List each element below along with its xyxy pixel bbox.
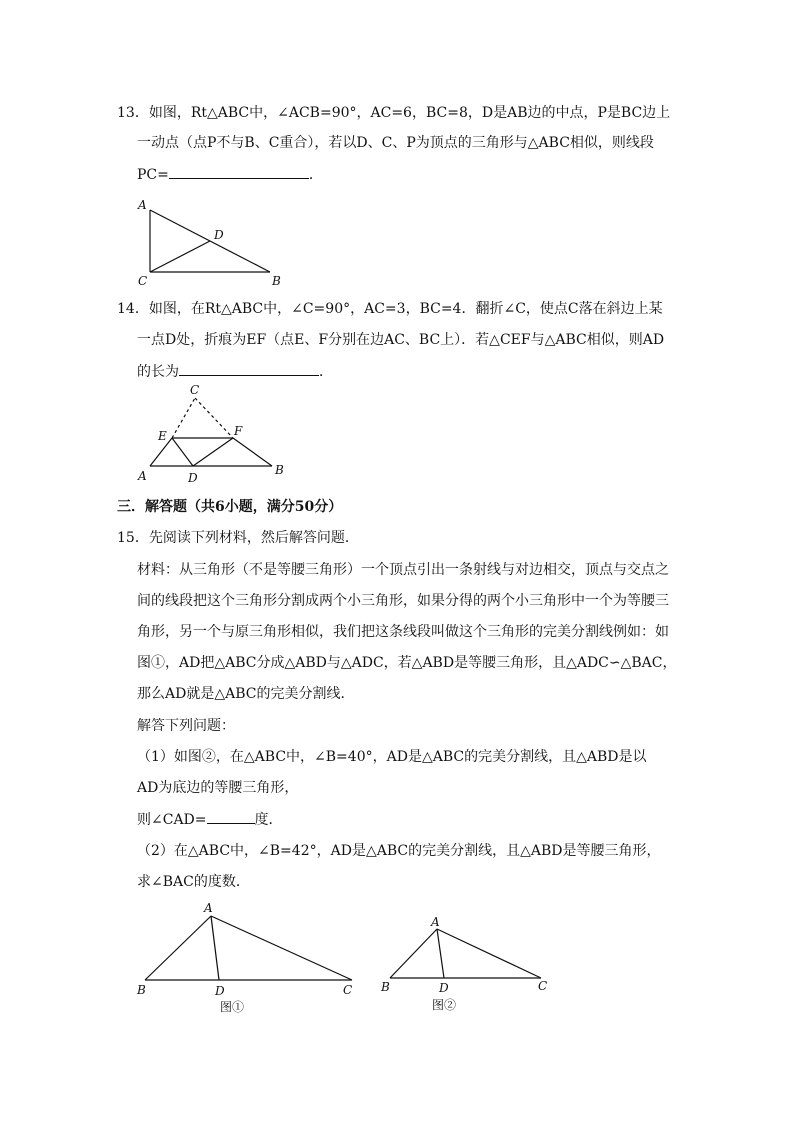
q13-label-d: D	[214, 228, 224, 242]
q14-label-f: F	[234, 424, 243, 438]
fig2-label-c: C	[538, 979, 548, 993]
q15-part1-line-3-suffix: 度．	[254, 812, 283, 828]
fig2-label-d: D	[439, 981, 449, 995]
q14-line-3-prefix: 的长为	[137, 364, 179, 380]
fig2-side-ab	[390, 929, 437, 978]
q13-line-2: 一动点（点P不与B、C重合），若以D、C、P为顶点的三角形与△ABC相似，则线段	[137, 135, 654, 151]
fig1-label-d: D	[215, 984, 225, 998]
fig2-side-ac	[437, 929, 541, 978]
q14-label-b: B	[275, 463, 284, 477]
q14-label-d: D	[188, 471, 198, 485]
q15-material-line-4: 图①，AD把△ABC分成△ABD与△ADC，若△ABD是等腰三角形，且△ADC∽△BAC，	[137, 655, 677, 671]
q14-line-3-suffix: ．	[319, 364, 333, 380]
fig2-label-a: A	[431, 915, 440, 929]
q14-line-2: 一点D处，折痕为EF（点E、F分别在边AC、BC上）．若△CEF与△ABC相似，则AD	[137, 332, 665, 348]
q13-label-b: B	[272, 274, 281, 288]
q13-label-c: C	[138, 274, 148, 288]
q15-material-line-2: 间的线段把这个三角形分割成两个小三角形，如果分得的两个小三角形中一个为等腰三	[137, 593, 669, 609]
q15-part1-line-2: AD为底边的等腰三角形，	[137, 780, 299, 796]
q14-label-a: A	[138, 469, 147, 483]
q13-line-1: 13．如图，Rt△ABC中，∠ACB=90°，AC=6，BC=8，D是AB边的中点，P是BC边上	[117, 105, 671, 121]
q15-part1-line-1: （1）如图②，在△ABC中，∠B=40°，AD是△ABC的完美分割线，且△ABD是以	[137, 749, 647, 765]
q15-material-line-3: 角形，另一个与原三角形相似，我们把这条线段叫做这个三角形的完美分割线例如：如	[137, 624, 669, 640]
fig1-label-c: C	[343, 983, 353, 997]
q15-intro: 15．先阅读下列材料，然后解答问题．	[117, 530, 359, 546]
q15-material-line-5: 那么AD就是△ABC的完美分割线．	[137, 686, 355, 702]
section-3-heading: 三．解答题（共6小题，满分50分）	[117, 499, 343, 515]
fig1-caption: 图①	[220, 1000, 245, 1014]
fig2-label-b: B	[381, 980, 390, 994]
q15-prompt: 解答下列问题：	[137, 718, 235, 734]
fig2-segment-ad	[437, 929, 444, 978]
q13-line-3-prefix: PC=	[137, 167, 169, 183]
fig1-label-b: B	[137, 983, 146, 997]
q13-label-a: A	[138, 198, 147, 212]
q15-part1-line-3-prefix: 则∠CAD=	[137, 812, 207, 828]
q15-part2-line-1: （2）在△ABC中，∠B=42°，AD是△ABC的完美分割线，且△ABD是等腰三角形，	[137, 843, 661, 859]
q14-line-1: 14．如图，在Rt△ABC中，∠C=90°，AC=3，BC=4．翻折∠C，使点C落在斜边上某	[117, 301, 663, 317]
q14-label-e: E	[158, 429, 167, 443]
q13-line-3-suffix: ．	[308, 167, 323, 183]
q15-part2-line-2: 求∠BAC的度数．	[137, 874, 250, 890]
fig1-label-a: A	[204, 901, 213, 915]
q14-label-c: C	[190, 383, 200, 397]
q15-material-line-1: 材料：从三角形（不是等腰三角形）一个顶点引出一条射线与对边相交，顶点与交点之	[137, 562, 669, 578]
fig2-caption: 图②	[432, 998, 457, 1012]
